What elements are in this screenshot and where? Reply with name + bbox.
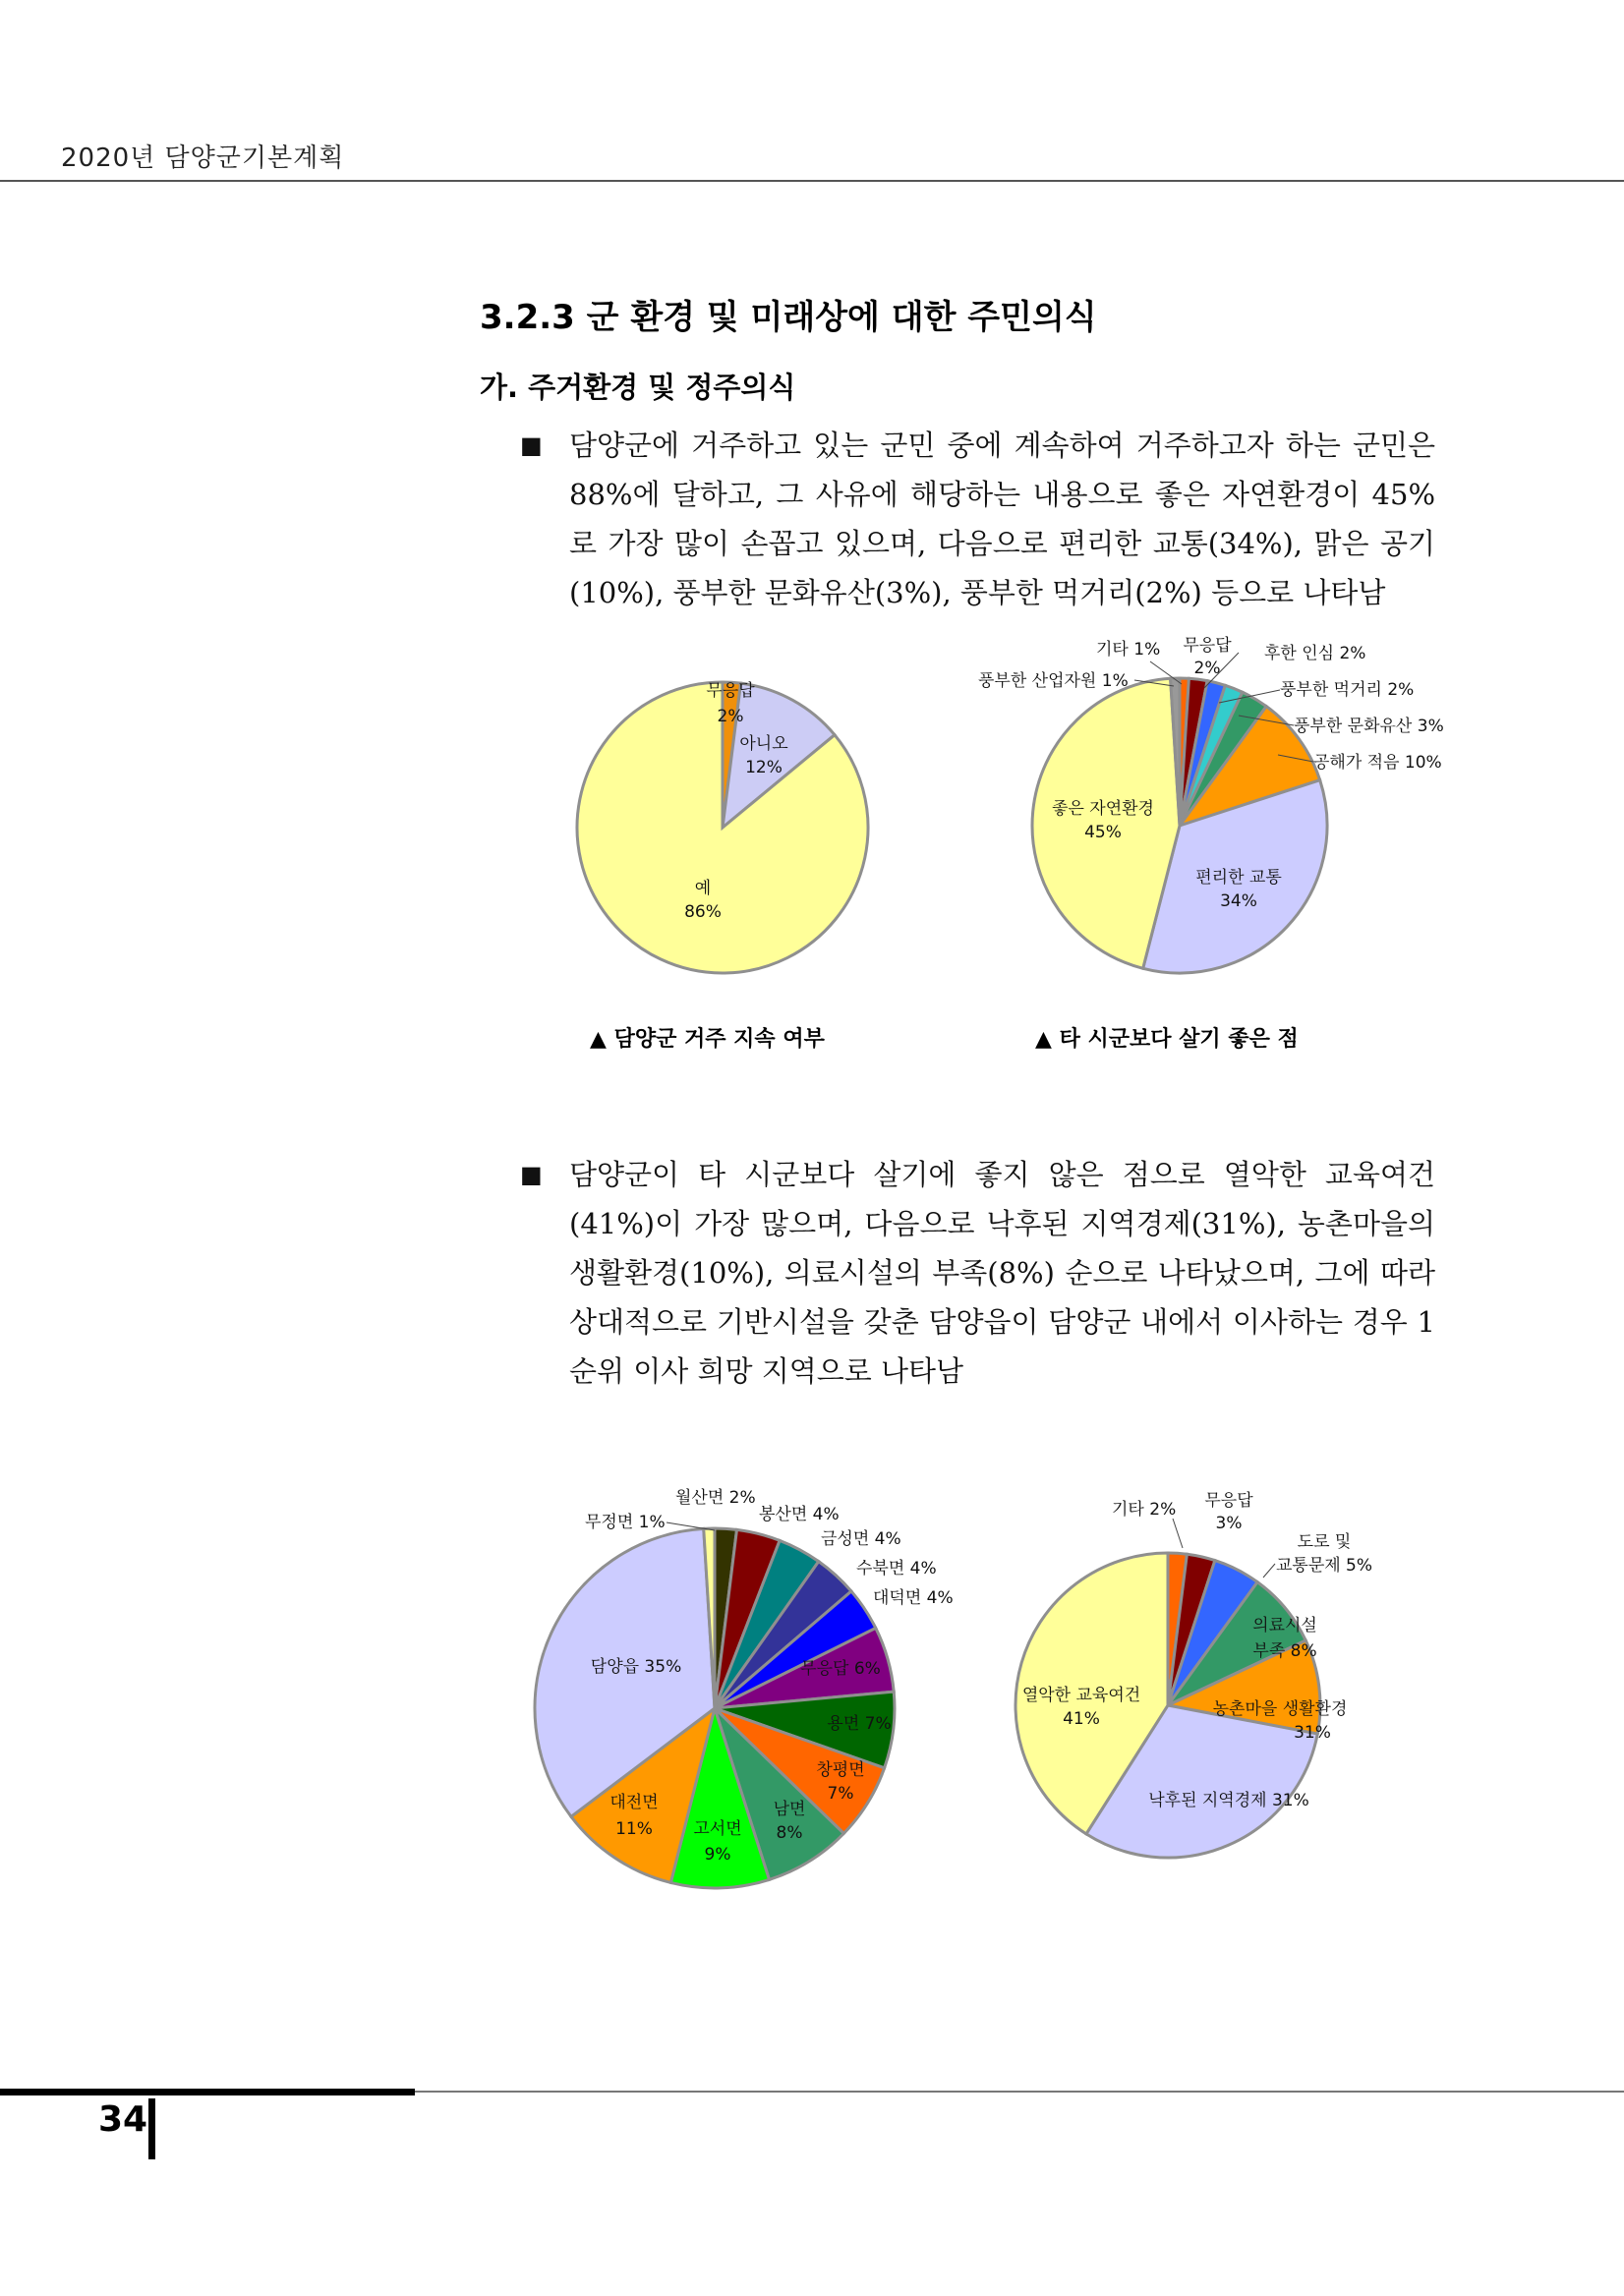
header-rule [0, 180, 1624, 182]
chart2-label-nature: 좋은 자연환경 [1052, 799, 1154, 819]
chart1-pct-no: 12% [745, 758, 783, 777]
paragraph-2 [520, 1150, 1435, 1396]
chart3-label-damyang: 담양읍 35% [590, 1657, 682, 1677]
leader-line [1263, 1564, 1275, 1578]
chart4-label-village: 농촌마을 생활환경 [1212, 1699, 1348, 1719]
chart4-label-road2: 교통문제 5% [1275, 1556, 1373, 1576]
chart2-label-noanswer: 무응답 [1183, 636, 1232, 656]
chart4-label-etc: 기타 2% [1112, 1500, 1177, 1520]
bullet-marker: ■ [520, 1161, 543, 1188]
bullet-marker: ■ [520, 431, 543, 459]
chart4-label-road: 도로 및 [1297, 1532, 1352, 1552]
chart3-pct-changpyeong: 7% [827, 1784, 854, 1804]
pie-chart-good-points [973, 629, 1484, 1003]
pie-chart-relocation-area [526, 1479, 988, 1912]
leader-line [1173, 1519, 1183, 1548]
chart4-label-economy: 낙후된 지역경제 31% [1148, 1791, 1309, 1810]
chart3-label-nam: 남면 [773, 1800, 806, 1819]
chart2-label-pollution: 공해가 적음 10% [1313, 753, 1442, 773]
chart4-pct-noanswer: 3% [1215, 1514, 1243, 1533]
section-title: 3.2.3 군 환경 및 미래상에 대한 주민의식 [480, 298, 1097, 337]
caption-chart1: ▲ 담양군 거주 지속 여부 [590, 1027, 825, 1052]
chart3-label-goseo: 고서면 [693, 1819, 742, 1839]
chart3-label-subuk: 수북면 4% [856, 1559, 937, 1578]
chart4-pct-village: 31% [1294, 1723, 1331, 1743]
pie-chart-bad-points [988, 1479, 1401, 1912]
page-number-divider [148, 2098, 155, 2159]
footer-bar [0, 2089, 415, 2095]
pie-chart-residence [565, 668, 880, 983]
paragraph-text: 담양군이 타 시군보다 살기에 좋지 않은 점으로 열악한 교육여건(41%)이 가장 많으며, 다음으로 낙후된 지역경제(31%), 농촌마을의 생활환경(10%), 의료시설의 부족(8%) 순으로 나타났으며, 그에 따라 상대적으로 기반시설을 갖춘 담양읍이 담양군 내에서 이사하는 경우 1순위 이사 희망 지역으로 나타남 [569, 1158, 1435, 1388]
chart3-label-wolsan: 월산면 2% [675, 1488, 756, 1508]
chart4-pct-education: 41% [1063, 1709, 1100, 1729]
chart4-label-noanswer: 무응답 [1204, 1491, 1253, 1511]
chart2-label-industry: 풍부한 산업자원 1% [978, 671, 1129, 691]
chart3-pct-daejeon: 11% [615, 1819, 653, 1839]
chart3-label-daejeon: 대전면 [609, 1793, 659, 1812]
chart2-label-heritage: 풍부한 문화유산 3% [1294, 717, 1444, 736]
chart2-pct-transport: 34% [1220, 891, 1257, 911]
chart2-label-etc: 기타 1% [1096, 640, 1161, 660]
chart2-pct-nature: 45% [1084, 823, 1122, 842]
paragraph-text: 담양군에 거주하고 있는 군민 중에 계속하여 거주하고자 하는 군민은 88%에 달하고, 그 사유에 해당하는 내용으로 좋은 자연환경이 45%로 가장 많이 손꼽고 있으며, 다음으로 편리한 교통(34%), 맑은 공기(10%), 풍부한 문화유산(3%), 풍부한 먹거리(2%) 등으로 나타남 [569, 429, 1435, 609]
chart3-label-yongmyeon: 용면 7% [827, 1714, 892, 1734]
chart1-label-no: 아니오 [739, 734, 788, 754]
chart3-label-noanswer: 무응답 6% [800, 1659, 881, 1679]
paragraph-1 [520, 421, 1435, 617]
chart3-label-changpyeong: 창평면 [816, 1760, 865, 1780]
chart2-label-food: 풍부한 먹거리 2% [1280, 680, 1415, 700]
header-title: 2020년 담양군기본계획 [61, 144, 345, 173]
chart4-label-medical: 의료시설 [1252, 1616, 1317, 1636]
subsection-title: 가. 주거환경 및 정주의식 [480, 371, 796, 404]
chart4-pct-medical: 부족 8% [1252, 1641, 1317, 1661]
caption-chart2: ▲ 타 시군보다 살기 좋은 점 [1035, 1027, 1299, 1052]
chart3-label-mujeong: 무정면 1% [585, 1513, 666, 1532]
chart3-label-bongsan: 봉산면 4% [759, 1505, 840, 1524]
chart1-label-yes: 예 [694, 879, 712, 898]
chart3-label-geumseong: 금성면 4% [821, 1529, 901, 1549]
page-number: 34 [98, 2099, 148, 2140]
chart2-pct-noanswer: 2% [1193, 659, 1221, 678]
chart1-label-noanswer: 무응답 [706, 681, 755, 701]
chart2-label-transport: 편리한 교통 [1195, 868, 1282, 888]
chart2-label-kindness: 후한 인심 2% [1264, 644, 1366, 663]
chart1-pct-noanswer: 2% [717, 707, 744, 726]
chart4-label-education: 열악한 교육여건 [1021, 1686, 1141, 1705]
chart1-pct-yes: 86% [684, 902, 722, 922]
chart3-pct-nam: 8% [776, 1823, 803, 1843]
chart3-pct-goseo: 9% [704, 1845, 731, 1865]
chart3-label-daedeok: 대덕면 4% [873, 1588, 954, 1608]
